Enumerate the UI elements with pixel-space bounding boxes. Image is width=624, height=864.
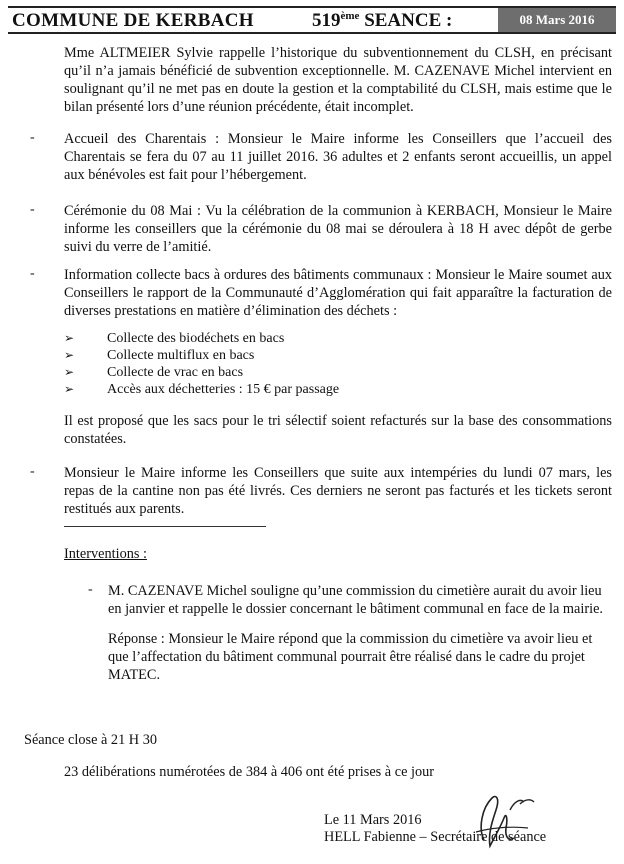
list-item-text: Collecte des biodéchets en bacs [107, 331, 285, 346]
list-dash: - [30, 202, 35, 217]
signature-date: Le 11 Mars 2016 [324, 812, 422, 828]
list-item-text: Accès aux déchetteries : 15 € par passage [107, 382, 340, 397]
paragraph-collecte: Information collecte bacs à ordures des bâtiments communaux : Monsieur le Maire soumet aux Conseillers le rapport de la Communauté d’Agglomération qui fait apparaître la facturation de diverses prestations en matière d’élimination des déchets : [64, 267, 612, 319]
page-header [8, 6, 616, 34]
arrow-bullet-icon: ➢ [64, 382, 75, 396]
list-dash: - [88, 582, 93, 597]
list-item [64, 347, 339, 364]
arrow-bullet-icon: ➢ [64, 348, 75, 362]
paragraph-sacs: Il est proposé que les sacs pour le tri sélectif soient refacturés sur la base des consommations constatées. [64, 413, 612, 447]
intervention-response: Réponse : Monsieur le Maire répond que la commission du cimetière va avoir lieu et que l’affectation du bâtiment communal pourrait être réalisé dans le cadre du projet MATEC. [108, 631, 593, 683]
list-item [64, 364, 339, 381]
seance-title [312, 10, 452, 32]
seance-close: Séance close à 21 H 30 [24, 732, 157, 748]
handwritten-signature [470, 788, 550, 852]
seance-number-suffix: ème [340, 10, 360, 22]
paragraph-clsh: Mme ALTMEIER Sylvie rappelle l’historique du subventionnement du CLSH, en précisant qu’il n’a jamais bénéficié de subvention exceptionnelle. M. CAZENAVE Michel intervient en soulignant qu’il ne met pas en doute la gestion et la comptabilité du CLSH, mais estime que le bilan présenté lors d’une réunion précédente, était incomplet. [64, 45, 612, 115]
seance-number: 519 [312, 10, 341, 31]
list-item [64, 330, 339, 347]
list-dash: - [30, 130, 35, 145]
commune-title: COMMUNE DE KERBACH [12, 10, 254, 31]
section-divider [64, 526, 266, 527]
arrow-bullet-icon: ➢ [64, 331, 75, 345]
paragraph-charentais: Accueil des Charentais : Monsieur le Maire informe les Conseillers que l’accueil des Charentais se fera du 07 au 11 juillet 2016. 36 adultes et 2 enfants seront accueillis, un appel aux bénévoles est fait pour l’hébergement. [64, 131, 612, 183]
paragraph-ceremonie: Cérémonie du 08 Mai : Vu la célébration de la communion à KERBACH, Monsieur le Maire informe les conseillers que la cérémonie du 08 mai se déroulera à 18 H avec dépôt de gerbe suivi du verre de l’amitié. [64, 203, 612, 255]
arrow-bullet-icon: ➢ [64, 365, 75, 379]
list-dash: - [30, 464, 35, 479]
interventions-heading: Interventions : [64, 546, 147, 562]
collecte-list [64, 330, 339, 398]
deliberations-count: 23 délibérations numérotées de 384 à 406 ont été prises à ce jour [64, 764, 435, 780]
paragraph-cantine: Monsieur le Maire informe les Conseillers que suite aux intempéries du lundi 07 mars, les repas de la cantine non pas été livrés. Ces derniers ne seront pas facturés et les tickets seront restitués aux parents. [64, 465, 612, 517]
intervention-cazenave: M. CAZENAVE Michel souligne qu’une commission du cimetière aurait du avoir lieu en janvier et rappelle le dossier concernant le bâtiment communal en face de la mairie. [108, 583, 604, 617]
signatory-name: HELL Fabienne – Secrétaire de séance [324, 829, 547, 845]
seance-word: SEANCE : [364, 10, 453, 31]
session-date-badge: 08 Mars 2016 [498, 8, 616, 32]
list-item-text: Collecte de vrac en bacs [107, 365, 244, 380]
list-item-text: Collecte multiflux en bacs [107, 348, 255, 363]
list-dash: - [30, 266, 35, 281]
list-item [64, 381, 339, 398]
